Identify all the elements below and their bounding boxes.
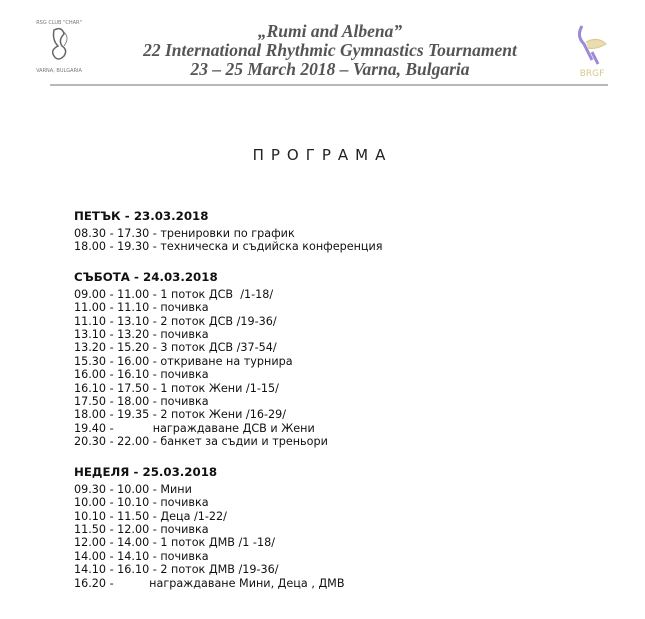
day-title: НЕДЕЛЯ - 25.03.2018 — [74, 464, 218, 479]
schedule-row: 19.40 - награждаване ДСВ и Жени — [74, 421, 315, 435]
program-schedule — [74, 209, 383, 606]
schedule-row: 20.30 - 22.00 - банкет за съдии и треньори — [74, 435, 328, 449]
header-divider — [50, 84, 608, 86]
title-line-2: 22 International Rhythmic Gymnastics Tournament — [143, 40, 517, 60]
day-friday — [74, 209, 383, 254]
day-sunday — [74, 465, 383, 590]
program-title: ПРОГРАМА — [252, 146, 393, 164]
document-header — [0, 0, 645, 90]
schedule-row: 17.50 - 18.00 - почивка — [74, 395, 209, 409]
schedule-row: 11.10 - 13.10 - 2 поток ДСВ /19-36/ — [74, 314, 277, 328]
title-line-1: „Rumi and Albena” — [257, 21, 403, 41]
logo-left-top-text: RSG CLUB "CHAR" — [36, 20, 82, 26]
schedule-row: 11.00 - 11.10 - почивка — [74, 301, 209, 315]
title-line-3: 23 – 25 March 2018 – Varna, Bulgaria — [190, 59, 470, 79]
schedule-row: 09.30 - 10.00 - Мини — [74, 482, 192, 496]
schedule-row: 13.10 - 13.20 - почивка — [74, 328, 209, 342]
schedule-row: 18.00 - 19.30 - техническа и съдийска конференция — [74, 240, 383, 254]
logo-right-text: BRGF — [579, 69, 605, 79]
club-logo-icon — [34, 14, 84, 76]
schedule-row: 09.00 - 11.00 - 1 поток ДСВ /1-18/ — [74, 287, 274, 301]
tournament-title — [120, 22, 540, 79]
logo-left-bottom-text: VARNA, BULGARIA — [36, 68, 82, 74]
schedule-row: 15.30 - 16.00 - откриване на турнира — [74, 354, 293, 368]
schedule-row: 11.50 - 12.00 - почивка — [74, 522, 209, 536]
schedule-row: 08.30 - 17.30 - тренировки по график — [74, 227, 295, 240]
schedule-row: 16.10 - 17.50 - 1 поток Жени /1-15/ — [74, 381, 279, 395]
schedule-row: 16.20 - награждаване Мини, Деца , ДМВ — [74, 576, 345, 590]
schedule-row: 16.00 - 16.10 - почивка — [74, 368, 209, 382]
schedule-row: 12.00 - 14.00 - 1 поток ДМВ /1 -18/ — [74, 536, 275, 550]
schedule-row: 10.10 - 11.50 - Деца /1-22/ — [74, 509, 227, 523]
federation-logo-icon — [572, 22, 612, 80]
day-title: ПЕТЪК - 23.03.2018 — [74, 209, 209, 223]
schedule-row: 13.20 - 15.20 - 3 поток ДСВ /37-54/ — [74, 341, 277, 355]
day-title: СЪБОТА - 24.03.2018 — [74, 269, 218, 284]
schedule-row: 14.00 - 14.10 - почивка — [74, 549, 209, 563]
schedule-row: 10.00 - 10.10 - почивка — [74, 496, 209, 510]
schedule-row: 18.00 - 19.35 - 2 поток Жени /16-29/ — [74, 408, 286, 422]
day-saturday — [74, 270, 383, 449]
schedule-row: 14.10 - 16.10 - 2 поток ДМВ /19-36/ — [74, 563, 279, 577]
